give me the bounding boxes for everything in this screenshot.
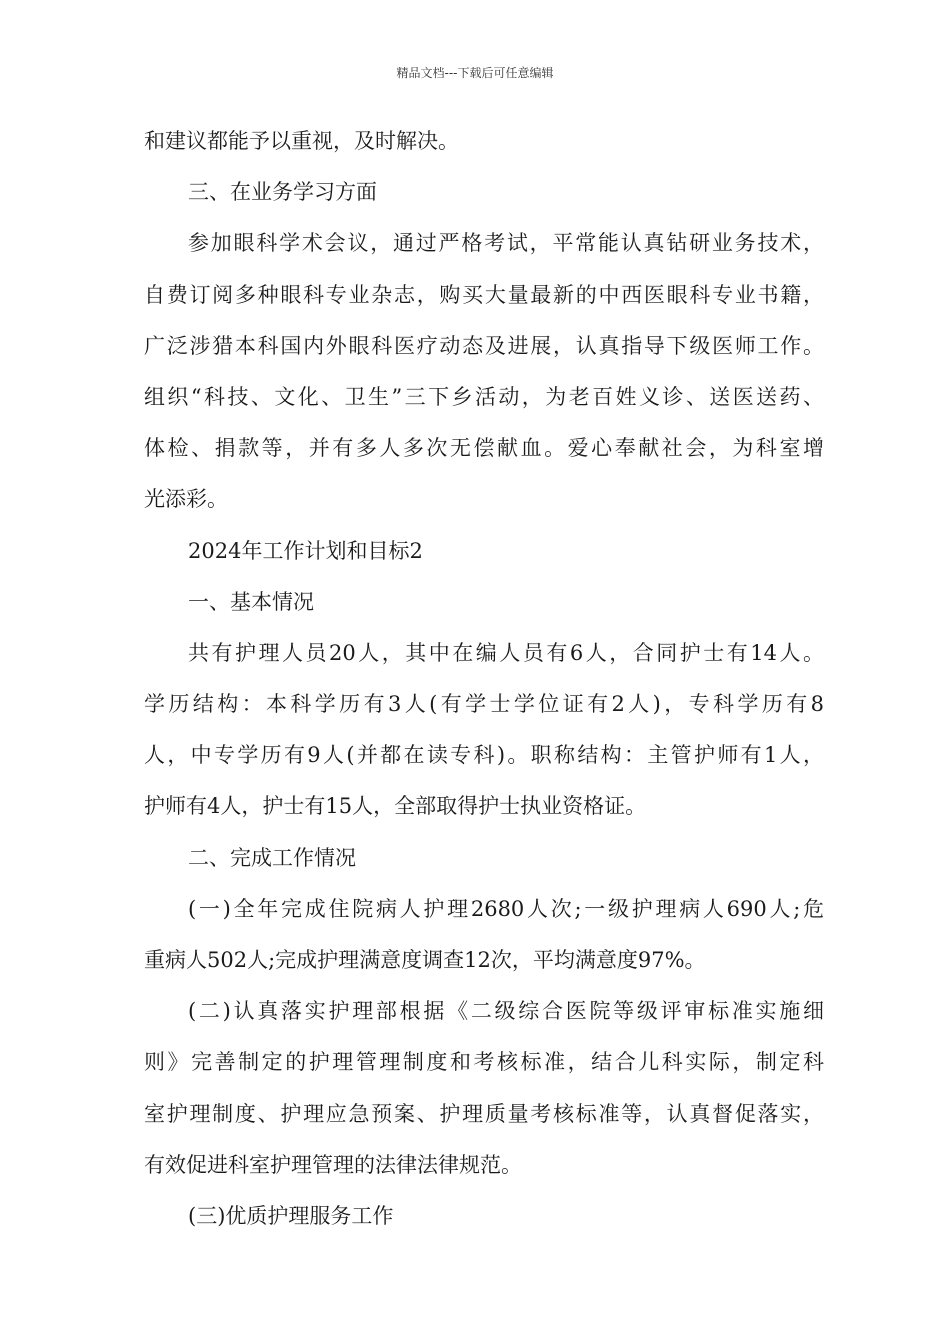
paragraph-line: (一)全年完成住院病人护理2680人次;一级护理病人690人;危 bbox=[188, 896, 824, 921]
paragraph-line: 则》完善制定的护理管理制度和考核标准，结合儿科实际，制定科 bbox=[144, 1050, 824, 1075]
paragraph-line: 室护理制度、护理应急预案、护理质量考核标准等，认真督促落实， bbox=[144, 1101, 824, 1126]
page-header: 精品文档---下载后可任意编辑 bbox=[396, 66, 554, 80]
section-heading: 三、在业务学习方面 bbox=[188, 180, 377, 205]
section-heading: 二、完成工作情况 bbox=[188, 845, 356, 870]
paragraph-line: 和建议都能予以重视，及时解决。 bbox=[144, 129, 459, 153]
paragraph-line: 自费订阅多种眼科专业杂志，购买大量最新的中西医眼科专业书籍， bbox=[144, 282, 824, 307]
paragraph-line: 共有护理人员20人，其中在编人员有6人，合同护士有14人。 bbox=[188, 640, 824, 665]
paragraph-line: 重病人502人;完成护理满意度调查12次，平均满意度97%。 bbox=[144, 948, 706, 972]
paragraph-line: 护师有4人，护士有15人，全部取得护士执业资格证。 bbox=[144, 794, 647, 819]
document-body bbox=[144, 127, 824, 1253]
section-heading: (三)优质护理服务工作 bbox=[188, 1203, 394, 1228]
paragraph-line: 人，中专学历有9人(并都在读专科)。职称结构：主管护师有1人， bbox=[144, 743, 824, 768]
paragraph-line: 参加眼科学术会议，通过严格考试，平常能认真钻研业务技术， bbox=[188, 231, 824, 256]
paragraph-line: (二)认真落实护理部根据《二级综合医院等级评审标准实施细 bbox=[188, 999, 824, 1024]
paragraph-line: 体检、捐款等，并有多人多次无偿献血。爱心奉献社会，为科室增 bbox=[144, 436, 824, 461]
document-title: 2024年工作计划和目标2 bbox=[188, 538, 423, 563]
paragraph-line: 广泛涉猎本科国内外眼科医疗动态及进展，认真指导下级医师工作。 bbox=[144, 333, 824, 358]
paragraph-line: 光添彩。 bbox=[144, 487, 228, 512]
paragraph-line: 学历结构：本科学历有3人(有学士学位证有2人)，专科学历有8 bbox=[144, 692, 824, 717]
section-heading: 一、基本情况 bbox=[188, 589, 314, 614]
paragraph-line: 有效促进科室护理管理的法律法律规范。 bbox=[144, 1152, 522, 1177]
paragraph-line: 组织“科技、文化、卫生”三下乡活动，为老百姓义诊、送医送药、 bbox=[144, 384, 824, 409]
